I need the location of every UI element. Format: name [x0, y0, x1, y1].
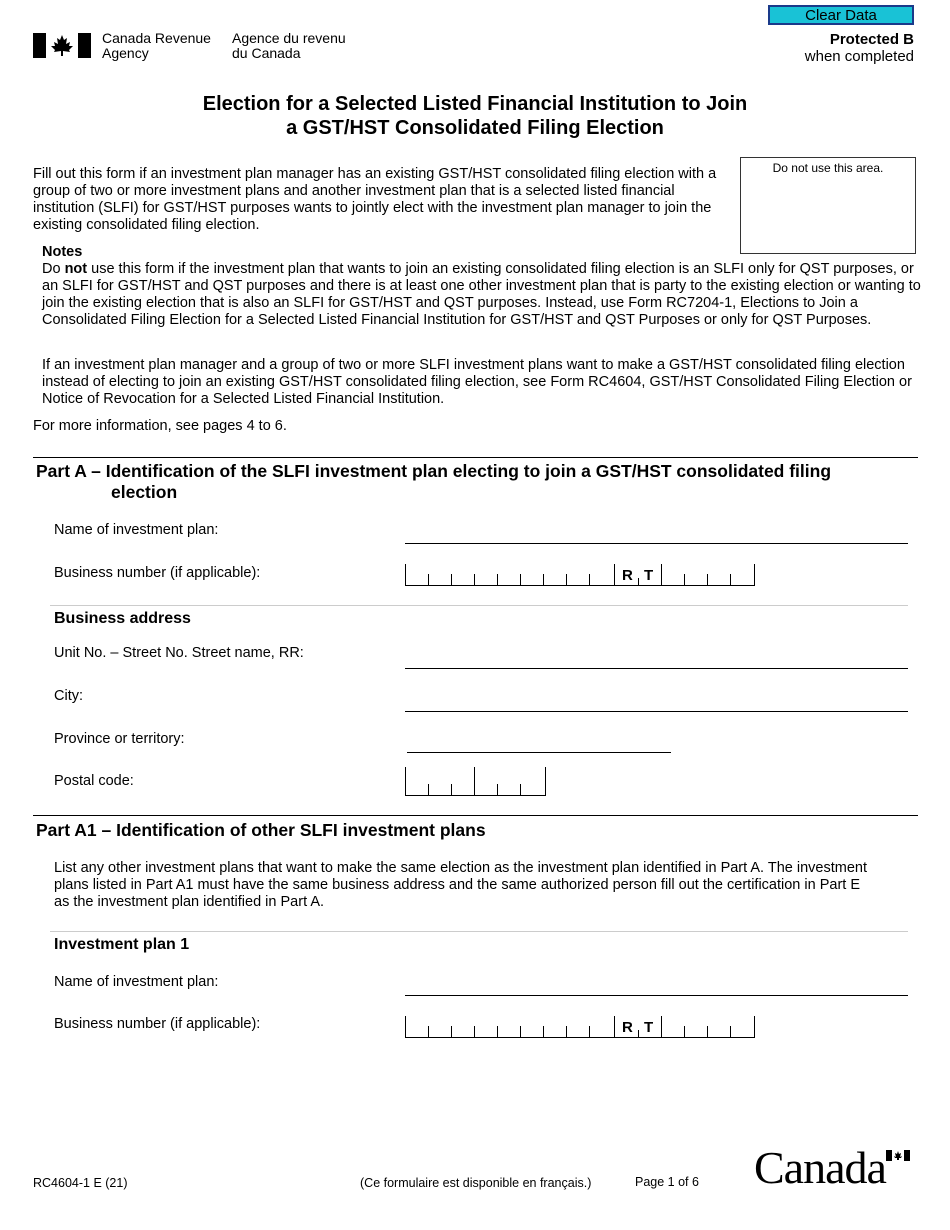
title-line2: a GST/HST Consolidated Filing Election	[286, 117, 664, 139]
agency-fr-line1: Agence du revenu	[232, 30, 346, 46]
postal-code-label: Postal code:	[54, 773, 134, 789]
notes-p1-bold: not	[64, 261, 88, 277]
intro-text: Fill out this form if an investment plan manager has an existing GST/HST consolidated filing election with a group of two or more investment plans and another investment plan that is a selected listed financial institution (SLFI) for GST/HST purposes wants to jointly elect with the investment plan manager to join the existing consolidated filing election.	[33, 166, 717, 233]
notes-paragraph-2: If an investment plan manager and a group of two or more SLFI investment plans want to make a GST/HST consolidated filing election instead of electing to join an existing GST/HST consolidated filing election, see Form RC4604, GST/HST Consolidated Filing Election or Notice of Revocation for a Selected Listed Financial Institution.	[42, 357, 912, 407]
agency-name-fr	[232, 31, 346, 61]
business-number-field[interactable]	[405, 564, 755, 586]
investment-plan-1-heading: Investment plan 1	[54, 936, 190, 953]
do-not-use-area: Do not use this area.	[740, 157, 916, 254]
part-a-heading-line2: election	[111, 482, 178, 502]
protected-sub: when completed	[804, 48, 914, 65]
notes-paragraph-1	[42, 261, 922, 329]
postal-code-field[interactable]	[405, 767, 546, 796]
province-field[interactable]	[407, 752, 671, 753]
rt-t-label: T	[644, 567, 654, 584]
plan1-rt-t-label: T	[644, 1019, 654, 1036]
part-a1-heading: Part A1 – Identification of other SLFI investment plans	[36, 820, 486, 840]
agency-fr-line2: du Canada	[232, 45, 301, 61]
agency-name-en	[102, 31, 211, 61]
form-title	[0, 92, 950, 140]
name-of-plan-label: Name of investment plan:	[54, 522, 219, 538]
name-of-plan-field[interactable]	[405, 543, 908, 544]
plan1-business-number-field[interactable]	[405, 1016, 755, 1038]
address-divider	[50, 605, 908, 606]
page-number: Page 1 of 6	[635, 1175, 699, 1189]
plan1-name-label: Name of investment plan:	[54, 974, 219, 990]
form-code: RC4604-1 E (21)	[33, 1176, 128, 1190]
plan1-business-number-label: Business number (if applicable):	[54, 1016, 261, 1032]
canada-flag-logo	[33, 33, 91, 58]
notes-p1-pre: Do	[42, 261, 65, 277]
part-a1-divider	[33, 815, 918, 816]
agency-en-line1: Canada Revenue	[102, 30, 211, 46]
canada-wordmark: Canada	[754, 1142, 886, 1193]
notes-heading: Notes	[42, 244, 83, 260]
protected-label	[805, 31, 914, 65]
part-a-divider	[33, 457, 918, 458]
protected-b: Protected B	[829, 31, 914, 48]
more-info-text: For more information, see pages 4 to 6.	[33, 418, 287, 434]
business-address-heading: Business address	[54, 610, 191, 627]
title-line1: Election for a Selected Listed Financial Institution to Join	[202, 93, 748, 115]
clear-data-button[interactable]: Clear Data	[768, 5, 914, 25]
french-availability: (Ce formulaire est disponible en français.)	[360, 1176, 592, 1190]
street-field[interactable]	[405, 668, 908, 669]
rt-r-label: R	[622, 567, 633, 584]
plan1-rt-r-label: R	[622, 1019, 633, 1036]
business-number-label: Business number (if applicable):	[54, 565, 261, 581]
city-field[interactable]	[405, 711, 908, 712]
street-label: Unit No. – Street No. Street name, RR:	[54, 645, 304, 661]
city-label: City:	[54, 688, 83, 704]
agency-en-line2: Agency	[102, 45, 149, 61]
part-a-heading	[36, 461, 831, 503]
part-a1-text: List any other investment plans that want to make the same election as the investment plan identified in Part A. The investment plans listed in Part A1 must have the same business address and the same authorized person fill out the certification in Part E as the investment plan identified in Part A.	[54, 860, 867, 910]
plan1-divider	[50, 931, 908, 932]
province-label: Province or territory:	[54, 731, 185, 747]
part-a-heading-line1: Part A – Identification of the SLFI investment plan electing to join a GST/HST consolidated filing	[36, 461, 832, 481]
notes-p1-post: use this form if the investment plan that wants to join an existing consolidated filing election is an SLFI only for QST purposes, or an SLFI for GST/HST and QST purposes and there is at least one other investment plan that is party to the existing election or wanting to join the existing election that is also an SLFI for GST/HST and QST purposes. Instead, use Form RC7204-1, Elections to Join a Consolidated Filing Election for a Selected Listed Financial Institution for GST/HST and QST Purposes or only for QST Purposes.	[42, 261, 921, 328]
plan1-name-field[interactable]	[405, 995, 908, 996]
wordmark-flag-icon	[886, 1150, 910, 1161]
